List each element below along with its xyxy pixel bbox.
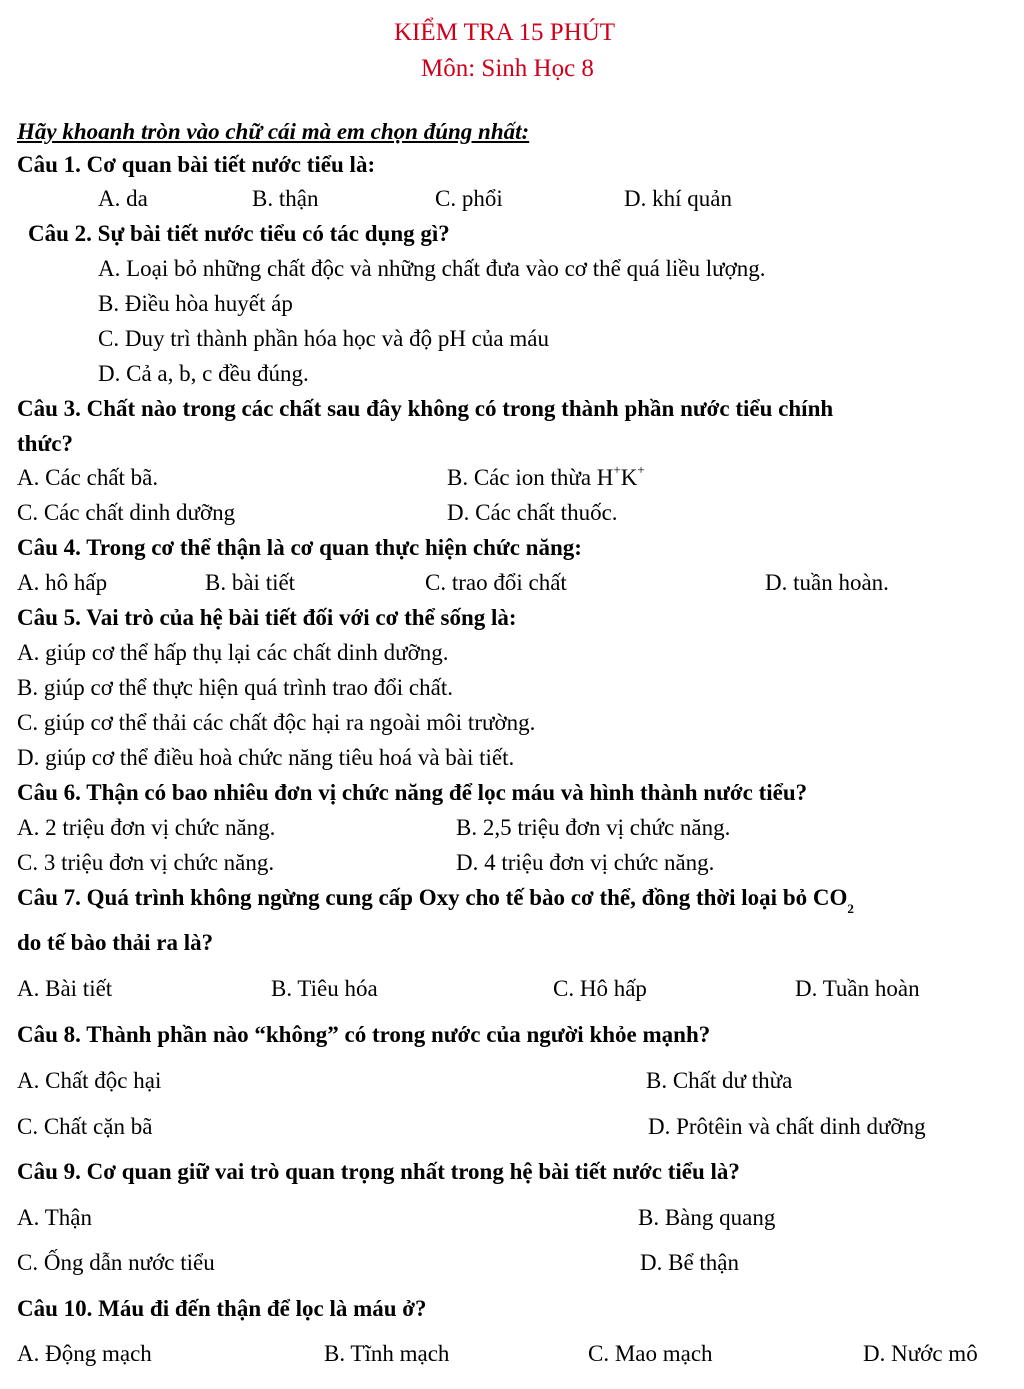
q3-option-b-text: B. Các ion thừa H — [447, 465, 614, 490]
q4-option-a[interactable]: A. hô hấp — [17, 570, 108, 595]
q8-option-a[interactable]: A. Chất độc hại — [17, 1068, 162, 1093]
q3-option-a[interactable]: A. Các chất bã. — [17, 465, 159, 490]
q9-option-d[interactable]: D. Bể thận — [640, 1250, 740, 1275]
q5-option-a[interactable]: A. giúp cơ thể hấp thụ lại các chất dinh dưỡng. — [17, 640, 449, 665]
page-title: KIỂM TRA 15 PHÚT — [394, 19, 616, 46]
q7-option-d[interactable]: D. Tuần hoàn — [795, 976, 920, 1001]
instruction: Hãy khoanh tròn vào chữ cái mà em chọn đúng nhất: — [17, 119, 530, 144]
q3-option-b-tail: K — [620, 465, 638, 490]
subject-line: Môn: Sinh Học 8 — [421, 55, 594, 82]
q5-option-d[interactable]: D. giúp cơ thể điều hoà chức năng tiêu hoá và bài tiết. — [17, 745, 515, 770]
q9-option-a[interactable]: A. Thận — [17, 1205, 92, 1230]
q6-option-b[interactable]: B. 2,5 triệu đơn vị chức năng. — [456, 815, 731, 840]
q3-option-d[interactable]: D. Các chất thuốc. — [447, 500, 618, 525]
q8-option-d[interactable]: D. Prôtêin và chất dinh dưỡng — [648, 1114, 926, 1139]
question-7-stem — [17, 885, 854, 916]
q9-option-b[interactable]: B. Bàng quang — [638, 1205, 776, 1230]
q3-option-b[interactable] — [447, 462, 645, 490]
q4-option-b[interactable]: B. bài tiết — [205, 570, 296, 595]
question-6-stem: Câu 6. Thận có bao nhiêu đơn vị chức năng để lọc máu và hình thành nước tiểu? — [17, 780, 808, 805]
superscript-plus: + — [637, 462, 645, 478]
q7-option-a[interactable]: A. Bài tiết — [17, 976, 113, 1001]
q2-option-d[interactable]: D. Cả a, b, c đều đúng. — [98, 361, 309, 386]
q10-option-c[interactable]: C. Mao mạch — [588, 1341, 713, 1366]
superscript-plus: + — [613, 462, 621, 478]
question-3-stem-cont: thức? — [17, 431, 73, 456]
q2-option-c[interactable]: C. Duy trì thành phần hóa học và độ pH của máu — [98, 326, 549, 351]
q5-option-b[interactable]: B. giúp cơ thể thực hiện quá trình trao đổi chất. — [17, 675, 453, 700]
question-2-stem: Câu 2. Sự bài tiết nước tiểu có tác dụng gì? — [28, 221, 450, 246]
q3-option-c[interactable]: C. Các chất dinh dưỡng — [17, 500, 236, 525]
question-9-stem: Câu 9. Cơ quan giữ vai trò quan trọng nhất trong hệ bài tiết nước tiểu là? — [17, 1159, 740, 1184]
q8-option-c[interactable]: C. Chất cặn bã — [17, 1114, 153, 1139]
q10-option-a[interactable]: A. Động mạch — [17, 1341, 152, 1366]
q10-option-d[interactable]: D. Nước mô — [863, 1341, 978, 1366]
subscript-2: 2 — [847, 900, 854, 916]
q7-option-c[interactable]: C. Hô hấp — [553, 976, 647, 1001]
question-1-stem: Câu 1. Cơ quan bài tiết nước tiểu là: — [17, 152, 376, 177]
q6-option-a[interactable]: A. 2 triệu đơn vị chức năng. — [17, 815, 276, 840]
question-3-stem: Câu 3. Chất nào trong các chất sau đây không có trong thành phần nước tiểu chính — [17, 396, 834, 421]
question-7-stem-text: Câu 7. Quá trình không ngừng cung cấp Oxy cho tế bào cơ thể, đồng thời loại bỏ CO — [17, 885, 848, 910]
q1-option-d[interactable]: D. khí quản — [624, 186, 732, 211]
question-7-stem-cont: do tế bào thải ra là? — [17, 930, 214, 955]
q6-option-c[interactable]: C. 3 triệu đơn vị chức năng. — [17, 850, 275, 875]
q4-option-d[interactable]: D. tuần hoàn. — [765, 570, 889, 595]
q8-option-b[interactable]: B. Chất dư thừa — [646, 1068, 793, 1093]
q1-option-a[interactable]: A. da — [98, 186, 148, 211]
q2-option-b[interactable]: B. Điều hòa huyết áp — [98, 291, 293, 316]
question-10-stem: Câu 10. Máu đi đến thận để lọc là máu ở? — [17, 1296, 427, 1321]
question-4-stem: Câu 4. Trong cơ thể thận là cơ quan thực hiện chức năng: — [17, 535, 582, 560]
q10-option-b[interactable]: B. Tĩnh mạch — [324, 1341, 450, 1366]
q6-option-d[interactable]: D. 4 triệu đơn vị chức năng. — [456, 850, 715, 875]
q9-option-c[interactable]: C. Ống dẫn nước tiểu — [17, 1250, 215, 1275]
question-8-stem: Câu 8. Thành phần nào “không” có trong nước của người khỏe mạnh? — [17, 1022, 711, 1047]
q2-option-a[interactable]: A. Loại bỏ những chất độc và những chất đưa vào cơ thể quá liều lượng. — [98, 256, 766, 281]
q4-option-c[interactable]: C. trao đổi chất — [425, 570, 567, 595]
q1-option-c[interactable]: C. phổi — [435, 186, 503, 211]
question-5-stem: Câu 5. Vai trò của hệ bài tiết đối với cơ thể sống là: — [17, 605, 517, 630]
q7-option-b[interactable]: B. Tiêu hóa — [271, 976, 378, 1001]
q1-option-b[interactable]: B. thận — [252, 186, 319, 211]
q5-option-c[interactable]: C. giúp cơ thể thải các chất độc hại ra ngoài môi trường. — [17, 710, 536, 735]
